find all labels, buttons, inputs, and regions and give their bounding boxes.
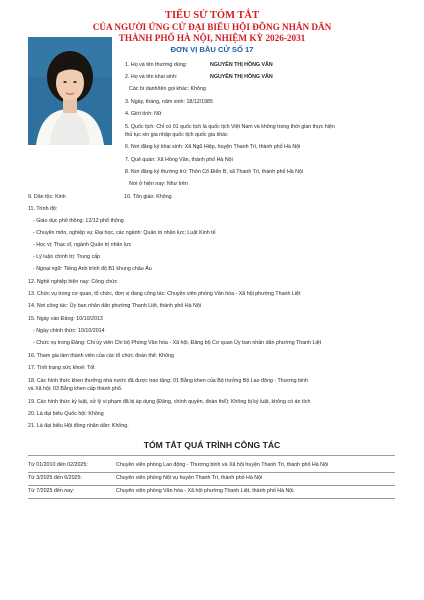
career-heading: TÓM TẮT QUÁ TRÌNH CÔNG TÁC bbox=[143, 440, 281, 450]
position-line: 13. Chức vụ trong cơ quan, tổ chức, đơn vị đang công tác: Chuyên viên phòng Văn hóa - Xã hội phường Thanh Liệt bbox=[28, 291, 301, 297]
gender-line: 4. Giới tính: Nữ bbox=[125, 111, 162, 117]
electoral-district: ĐƠN VỊ BẦU CỬ SỐ 17 bbox=[170, 45, 254, 54]
career-period: Từ 01/2010 đến 02/2025: bbox=[28, 462, 88, 468]
career-description: Chuyên viên phòng Lao động - Thương binh và Xã hội huyện Thanh Trì, thành phố Hà Nội bbox=[116, 462, 329, 468]
hometown-line: 7. Quê quán: Xã Hồng Vân, thành phố Hà Nội bbox=[125, 157, 233, 163]
birth-registration-line: 6. Nơi đăng ký khai sinh: Xã Ngũ Hiệp, huyện Thanh Trì, thành phố Hà Nội bbox=[125, 144, 301, 150]
ethnicity-line: 9. Dân tộc: Kinh bbox=[28, 194, 66, 200]
career-divider-top bbox=[28, 455, 395, 456]
current-residence-line: Nơi ở hiện nay: Như trên bbox=[129, 181, 188, 187]
date-of-birth-line: 3. Ngày, tháng, năm sinh: 18/12/1985 bbox=[125, 99, 213, 105]
career-period: Từ 3/2025 đến 6/2025: bbox=[28, 475, 82, 481]
general-education-line: - Giáo dục phổ thông: 12/12 phổ thông bbox=[33, 218, 124, 224]
aliases-line: Các bí danh/tên gọi khác: Không bbox=[129, 86, 206, 92]
religion-line: 10. Tôn giáo: Không bbox=[124, 194, 172, 200]
national-assembly-line: 20. Là đại biểu Quốc hội: Không bbox=[28, 411, 104, 417]
party-join-line: 15. Ngày vào Đảng: 10/10/2013 bbox=[28, 316, 103, 322]
candidate-portrait bbox=[28, 37, 112, 145]
career-description: Chuyên viên phòng Nội vụ huyện Thanh Trì, thành phố Hà Nội bbox=[116, 475, 263, 481]
nationality-line-1: 5. Quốc tịch: Chỉ có 01 quốc tịch là quốc tịch Việt Nam và không trong thời gian thực hiện bbox=[125, 124, 335, 130]
party-official-date-line: - Ngày chính thức: 10/10/2014 bbox=[33, 328, 105, 334]
career-divider-bottom bbox=[28, 498, 395, 499]
health-line: 17. Tình trạng sức khoẻ: Tốt bbox=[28, 365, 95, 371]
birth-name-value: NGUYỄN THỊ HỒNG VÂN bbox=[210, 74, 273, 80]
party-position-line: - Chức vụ trong Đảng: Chi ủy viên Chi bộ Phòng Văn hóa - Xã hội, Đảng bộ Cơ quan Ủy ban nhân dân phường Thanh Liệt bbox=[33, 340, 322, 346]
career-divider bbox=[28, 485, 395, 486]
career-period: Từ 7/2025 đến nay: bbox=[28, 488, 75, 494]
residence-line: 8. Nơi đăng ký thường trú: Thôn Cổ Điển B, xã Thanh Trì, thành phố Hà Nội bbox=[125, 169, 304, 175]
organization-line: 16. Tham gia làm thành viên của các tổ chức đoàn thể: Không bbox=[28, 353, 174, 359]
awards-line-1: 18. Các hình thức khen thưởng nhà nước đã được trao tặng: 01 Bằng khen của Bộ trưởng Bộ Lao động - Thương binh bbox=[28, 378, 309, 384]
career-divider bbox=[28, 472, 395, 473]
common-name-value: NGUYỄN THỊ HỒNG VÂN bbox=[210, 62, 273, 68]
political-theory-line: - Lý luận chính trị: Trung cấp bbox=[33, 254, 101, 260]
education-heading: 11. Trình độ: bbox=[28, 206, 58, 212]
nationality-line-2: thủ tục xin gia nhập quốc tịch quốc gia khác bbox=[125, 132, 228, 138]
council-line: 21. Là đại biểu Hội đồng nhân dân: Không. bbox=[28, 423, 129, 429]
discipline-line: 19. Các hình thức kỷ luật, xử lý vi phạm đã bị áp dụng (Đảng, chính quyền, đoàn thể): Không bị kỷ luật, không có án tích bbox=[28, 399, 311, 405]
portrait-illustration bbox=[28, 37, 112, 145]
document-title: TIỂU SỬ TÓM TẮT bbox=[164, 10, 260, 21]
document-subtitle-line2: THÀNH PHỐ HÀ NỘI, NHIỆM KỲ 2026-2031 bbox=[118, 33, 306, 43]
birth-name-label: 2. Họ và tên khai sinh: bbox=[125, 74, 178, 80]
career-description: Chuyên viên phòng Văn hóa - Xã hội phường Thanh Liệt, thành phố Hà Nội. bbox=[116, 488, 295, 494]
workplace-line: 14. Nơi công tác: Ủy ban nhân dân phường Thanh Liệt, thành phố Hà Nội bbox=[28, 303, 201, 309]
document-subtitle-line1: CỦA NGƯỜI ỨNG CỬ ĐẠI BIỂU HỘI ĐỒNG NHÂN DÂN bbox=[92, 22, 332, 32]
degree-line: - Học vị: Thạc sĩ, ngành Quản trị nhân lực bbox=[33, 242, 132, 248]
occupation-line: 12. Nghề nghiệp hiện nay: Công chức bbox=[28, 279, 118, 285]
foreign-language-line: - Ngoại ngữ: Tiếng Anh trình độ B1 khung châu Âu bbox=[33, 266, 152, 272]
common-name-label: 1. Họ và tên thường dùng: bbox=[125, 62, 188, 68]
professional-line: - Chuyên môn, nghiệp vụ: Đại học, các ngành: Quản trị nhân lực; Luật Kinh tế bbox=[33, 230, 216, 236]
awards-line-2: và Xã hội; 03 Bằng khen cấp thành phố. bbox=[28, 386, 123, 392]
